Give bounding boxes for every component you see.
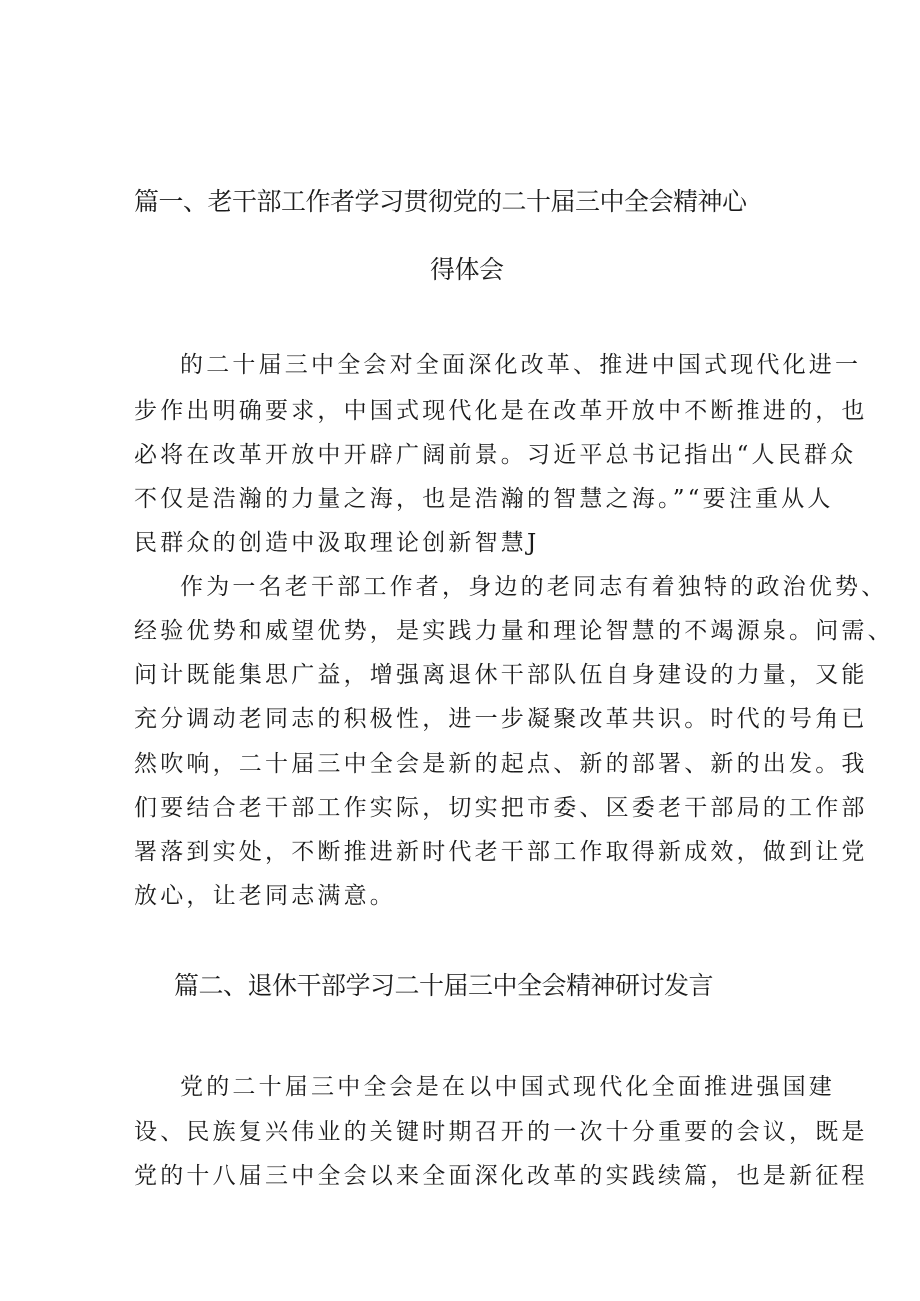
section1-para1-line5: 民群众的创造中汲取理论创新智慧J: [134, 530, 540, 556]
section1-para2-line7: 署落到实处，不断推进新时代老干部工作取得新成效，做到让党: [134, 839, 868, 865]
section1-para1-line1: 的二十届三中全会对全面深化改革、推进中国式现代化进一: [180, 352, 862, 378]
section2-para1-line3: 党的十八届三中全会以来全面深化改革的实践续篇，也是新征程: [134, 1163, 868, 1189]
section1-title-line1: 篇一、老干部工作者学习贯彻党的二十届三中全会精神心: [134, 187, 747, 216]
section1-para2-line1: 作为一名老干部工作者，身边的老同志有着独特的政治优势、: [180, 574, 888, 600]
section1-para2-line3: 问计既能集思广益，增强离退休干部队伍自身建设的力量，又能: [134, 662, 868, 688]
section1-para2-line2: 经验优势和威望优势，是实践力量和理论智慧的不竭源泉。问需、: [134, 618, 894, 644]
section2-para1-line2: 设、民族复兴伟业的关键时期召开的一次十分重要的会议，既是: [134, 1119, 868, 1145]
section1-title-line2: 得体会: [430, 255, 504, 284]
section1-para1-line2: 步作出明确要求，中国式现代化是在改革开放中不断推进的，也: [134, 398, 868, 424]
section1-para2-line6: 们要结合老干部工作实际，切实把市委、区委老干部局的工作部: [134, 795, 868, 821]
section2-para1-line1: 党的二十届三中全会是在以中国式现代化全面推进强国建: [180, 1074, 835, 1100]
section1-para2-line8: 放心，让老同志满意。: [134, 883, 396, 909]
section1-para2-line5: 然吹响，二十届三中全会是新的起点、新的部署、新的出发。我: [134, 751, 868, 777]
section1-para2-line4: 充分调动老同志的积极性，进一步凝聚改革共识。时代的号角已: [134, 706, 868, 732]
section2-title: 篇二、退休干部学习二十届三中全会精神研讨发言: [174, 971, 714, 1000]
section1-para1-line4: 不仅是浩瀚的力量之海，也是浩瀚的智慧之海。”“要注重从人: [134, 486, 834, 512]
section1-para1-line3: 必将在改革开放中开辟广阔前景。习近平总书记指出“人民群众: [134, 442, 857, 468]
